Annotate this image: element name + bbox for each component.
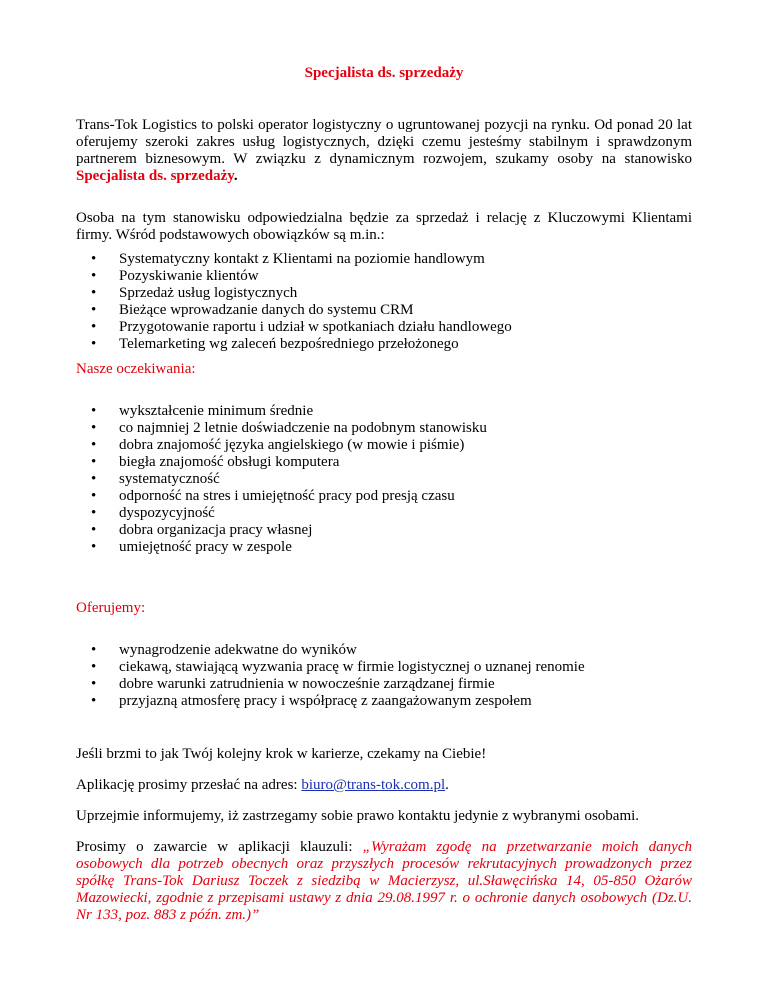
consent-paragraph — [76, 839, 692, 924]
list-item-text: dobre warunki zatrudnienia w nowocześnie zarządzanej firmie — [119, 676, 495, 692]
bullet-icon: • — [91, 693, 97, 709]
offer-heading: Oferujemy: — [76, 600, 146, 616]
offer-item — [76, 659, 585, 676]
offer-item — [76, 642, 585, 659]
bullet-icon: • — [91, 488, 97, 504]
intro-paragraph — [76, 117, 692, 185]
notice-paragraph: Uprzejmie informujemy, iż zastrzegamy sobie prawo kontaktu jedynie z wybranymi osobami. — [76, 808, 640, 824]
bullet-icon: • — [91, 403, 97, 419]
duty-item — [76, 302, 512, 319]
list-item-text: Bieżące wprowadzanie danych do systemu CRM — [119, 302, 414, 318]
expectation-item — [76, 539, 487, 556]
apply-text: Aplikację prosimy przesłać na adres: — [76, 777, 302, 793]
list-item-text: wynagrodzenie adekwatne do wyników — [119, 642, 357, 658]
list-item-text: odporność na stres i umiejętność pracy pod presją czasu — [119, 488, 455, 504]
list-item-text: co najmniej 2 letnie doświadczenie na podobnym stanowisku — [119, 420, 487, 436]
duties-list — [76, 251, 512, 353]
duty-item — [76, 251, 512, 268]
bullet-icon: • — [91, 505, 97, 521]
offer-item — [76, 693, 585, 710]
list-item-text: ciekawą, stawiającą wyzwania pracę w firmie logistycznej o uznanej renomie — [119, 659, 585, 675]
expectations-heading: Nasze oczekiwania: — [76, 361, 196, 377]
duty-item — [76, 268, 512, 285]
expectation-item — [76, 522, 487, 539]
apply-end: . — [445, 777, 449, 793]
offer-list — [76, 642, 585, 710]
duty-item — [76, 285, 512, 302]
bullet-icon: • — [91, 454, 97, 470]
list-item-text: dobra organizacja pracy własnej — [119, 522, 313, 538]
bullet-icon: • — [91, 420, 97, 436]
closing-sentence: Jeśli brzmi to jak Twój kolejny krok w karierze, czekamy na Ciebie! — [76, 746, 487, 762]
expectations-list — [76, 403, 487, 556]
list-item-text: Sprzedaż usług logistycznych — [119, 285, 298, 301]
expectation-item — [76, 454, 487, 471]
list-item-text: biegła znajomość obsługi komputera — [119, 454, 340, 470]
bullet-icon: • — [91, 268, 97, 284]
list-item-text: Systematyczny kontakt z Klientami na poziomie handlowym — [119, 251, 485, 267]
bullet-icon: • — [91, 319, 97, 335]
expectation-item — [76, 437, 487, 454]
apply-paragraph — [76, 777, 692, 794]
expectation-item — [76, 505, 487, 522]
list-item-text: wykształcenie minimum średnie — [119, 403, 314, 419]
expectation-item — [76, 471, 487, 488]
bullet-icon: • — [91, 336, 97, 352]
list-item-text: systematyczność — [119, 471, 220, 487]
list-item-text: dobra znajomość języka angielskiego (w mowie i piśmie) — [119, 437, 465, 453]
consent-clause: „Wyrażam zgodę na przetwarzanie moich danych osobowych dla potrzeb obecnych oraz przyszłych procesów rekrutacyjnych prowadzonych przez spółkę Trans-Tok Dariusz Toczek z siedzibą w Macierzysz, ul.Sławęcińska 14, 05-850 Ożarów Mazowiecki, zgodnie z przepisami ustawy z dnia 29.08.1997 r. o ochronie danych osobowych (Dz.U. Nr 133, poz. 883 z późn. zm.)” — [76, 839, 692, 923]
list-item-text: Telemarketing wg zaleceń bezpośredniego przełożonego — [119, 336, 459, 352]
bullet-icon: • — [91, 437, 97, 453]
bullet-icon: • — [91, 471, 97, 487]
bullet-icon: • — [91, 642, 97, 658]
list-item-text: dyspozycyjność — [119, 505, 215, 521]
list-item-text: Pozyskiwanie klientów — [119, 268, 259, 284]
list-item-text: przyjazną atmosferę pracy i współpracę z zaangażowanym zespołem — [119, 693, 532, 709]
consent-text: Prosimy o zawarcie w aplikacji klauzuli: — [76, 839, 363, 855]
bullet-icon: • — [91, 539, 97, 555]
expectation-item — [76, 420, 487, 437]
bullet-icon: • — [91, 251, 97, 267]
list-item-text: Przygotowanie raportu i udział w spotkaniach działu handlowego — [119, 319, 512, 335]
offer-item — [76, 676, 585, 693]
bullet-icon: • — [91, 302, 97, 318]
bullet-icon: • — [91, 659, 97, 675]
expectation-item — [76, 488, 487, 505]
email-link[interactable]: biuro@trans-tok.com.pl — [301, 777, 446, 793]
job-title: Specjalista ds. sprzedaży — [304, 65, 464, 81]
duties-paragraph: Osoba na tym stanowisku odpowiedzialna będzie za sprzedaż i relację z Kluczowymi Klientami firmy. Wśród podstawowych obowiązków są m.in.: — [76, 210, 692, 243]
intro-position: Specjalista ds. sprzedaży — [76, 168, 234, 184]
duty-item — [76, 319, 512, 336]
list-item-text: umiejętność pracy w zespole — [119, 539, 292, 555]
bullet-icon: • — [91, 522, 97, 538]
bullet-icon: • — [91, 285, 97, 301]
duty-item — [76, 336, 512, 353]
expectation-item — [76, 403, 487, 420]
bullet-icon: • — [91, 676, 97, 692]
intro-text: Trans-Tok Logistics to polski operator logistyczny o ugruntowanej pozycji na rynku. Od ponad 20 lat oferujemy szeroki zakres usług logistycznych, dzięki czemu jesteśmy stabilnym i sprawdzonym partnerem biznesowym. W związku z dynamicznym rozwojem, szukamy osoby na stanowisko — [76, 117, 692, 167]
intro-end: . — [233, 168, 238, 184]
